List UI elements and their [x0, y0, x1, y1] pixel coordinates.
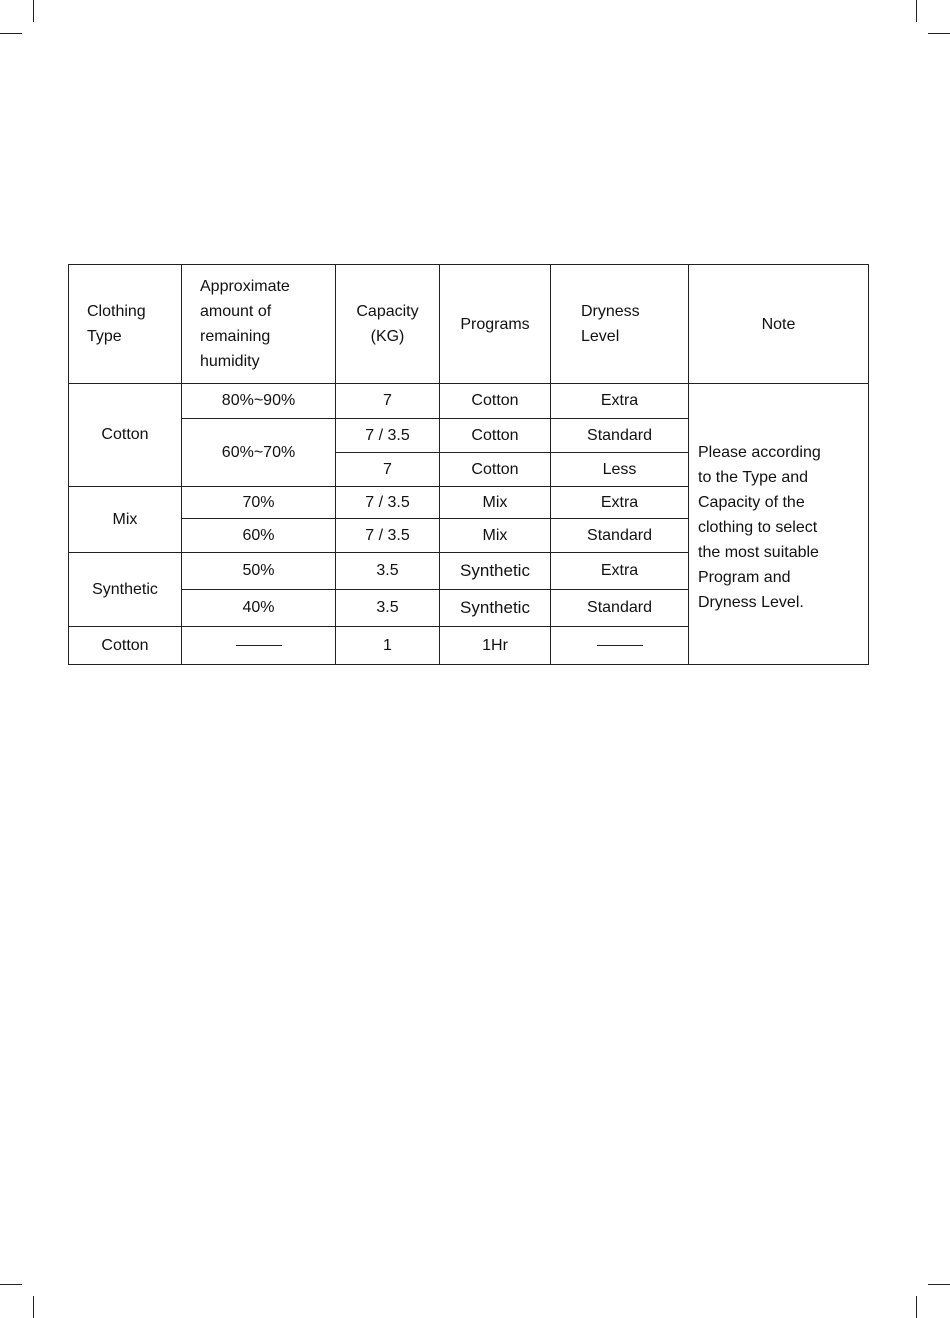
- cell-program: Cotton: [440, 419, 551, 453]
- crop-mark-top-left-h: [0, 33, 22, 34]
- cell-capacity: 7 / 3.5: [336, 487, 440, 519]
- cell-dryness: Standard: [551, 419, 689, 453]
- cell-humidity: 50%: [182, 553, 336, 590]
- cell-dryness: Extra: [551, 553, 689, 590]
- cell-capacity: 7 / 3.5: [336, 519, 440, 553]
- cell-capacity: 7: [336, 384, 440, 419]
- cell-capacity: 7: [336, 453, 440, 487]
- crop-mark-bottom-right: [916, 1296, 917, 1318]
- cell-capacity: 3.5: [336, 590, 440, 627]
- cell-capacity: 3.5: [336, 553, 440, 590]
- cell-humidity-dash: [182, 627, 336, 665]
- crop-mark-bottom-right-h: [928, 1284, 950, 1285]
- cell-humidity: 40%: [182, 590, 336, 627]
- cell-program: Mix: [440, 519, 551, 553]
- crop-mark-top-right-h: [928, 33, 950, 34]
- header-programs: Programs: [440, 265, 551, 384]
- table-row: [69, 384, 869, 419]
- cell-capacity: 7 / 3.5: [336, 419, 440, 453]
- crop-mark-top-left: [33, 0, 34, 22]
- header-note: Note: [689, 265, 869, 384]
- note-cell: [689, 384, 869, 665]
- cell-humidity: 80%~90%: [182, 384, 336, 419]
- note-text: Please according to the Type and Capacity of the clothing to select the most suitable Program and Dryness Level.: [698, 443, 821, 611]
- cell-humidity: 70%: [182, 487, 336, 519]
- cell-dryness: Extra: [551, 384, 689, 419]
- cell-dryness: Less: [551, 453, 689, 487]
- group-mix: Mix: [69, 487, 182, 553]
- cell-humidity: 60%~70%: [182, 419, 336, 487]
- cell-program: Mix: [440, 487, 551, 519]
- header-humidity: Approximate amount of remaining humidity: [182, 265, 336, 384]
- crop-mark-top-right: [916, 0, 917, 22]
- drying-program-table: [68, 264, 869, 665]
- cell-dryness: Standard: [551, 590, 689, 627]
- dash-mark: [597, 645, 643, 646]
- group-cotton-timed: Cotton: [69, 627, 182, 665]
- dash-mark: [236, 645, 282, 646]
- cell-capacity: 1: [336, 627, 440, 665]
- header-capacity: Capacity (KG): [336, 265, 440, 384]
- crop-mark-bottom-left: [33, 1296, 34, 1318]
- cell-program: Synthetic: [440, 553, 551, 590]
- header-clothing-type: Clothing Type: [69, 265, 182, 384]
- crop-mark-bottom-left-h: [0, 1284, 22, 1285]
- cell-humidity: 60%: [182, 519, 336, 553]
- cell-program: Cotton: [440, 384, 551, 419]
- cell-dryness: Extra: [551, 487, 689, 519]
- table-header-row: [69, 265, 869, 384]
- cell-dryness: Standard: [551, 519, 689, 553]
- header-dryness-level: Dryness Level: [551, 265, 689, 384]
- cell-dryness-dash: [551, 627, 689, 665]
- cell-program: 1Hr: [440, 627, 551, 665]
- cell-program: Cotton: [440, 453, 551, 487]
- cell-program: Synthetic: [440, 590, 551, 627]
- group-cotton: Cotton: [69, 384, 182, 487]
- group-synthetic: Synthetic: [69, 553, 182, 627]
- drying-program-table-wrapper: [68, 264, 868, 664]
